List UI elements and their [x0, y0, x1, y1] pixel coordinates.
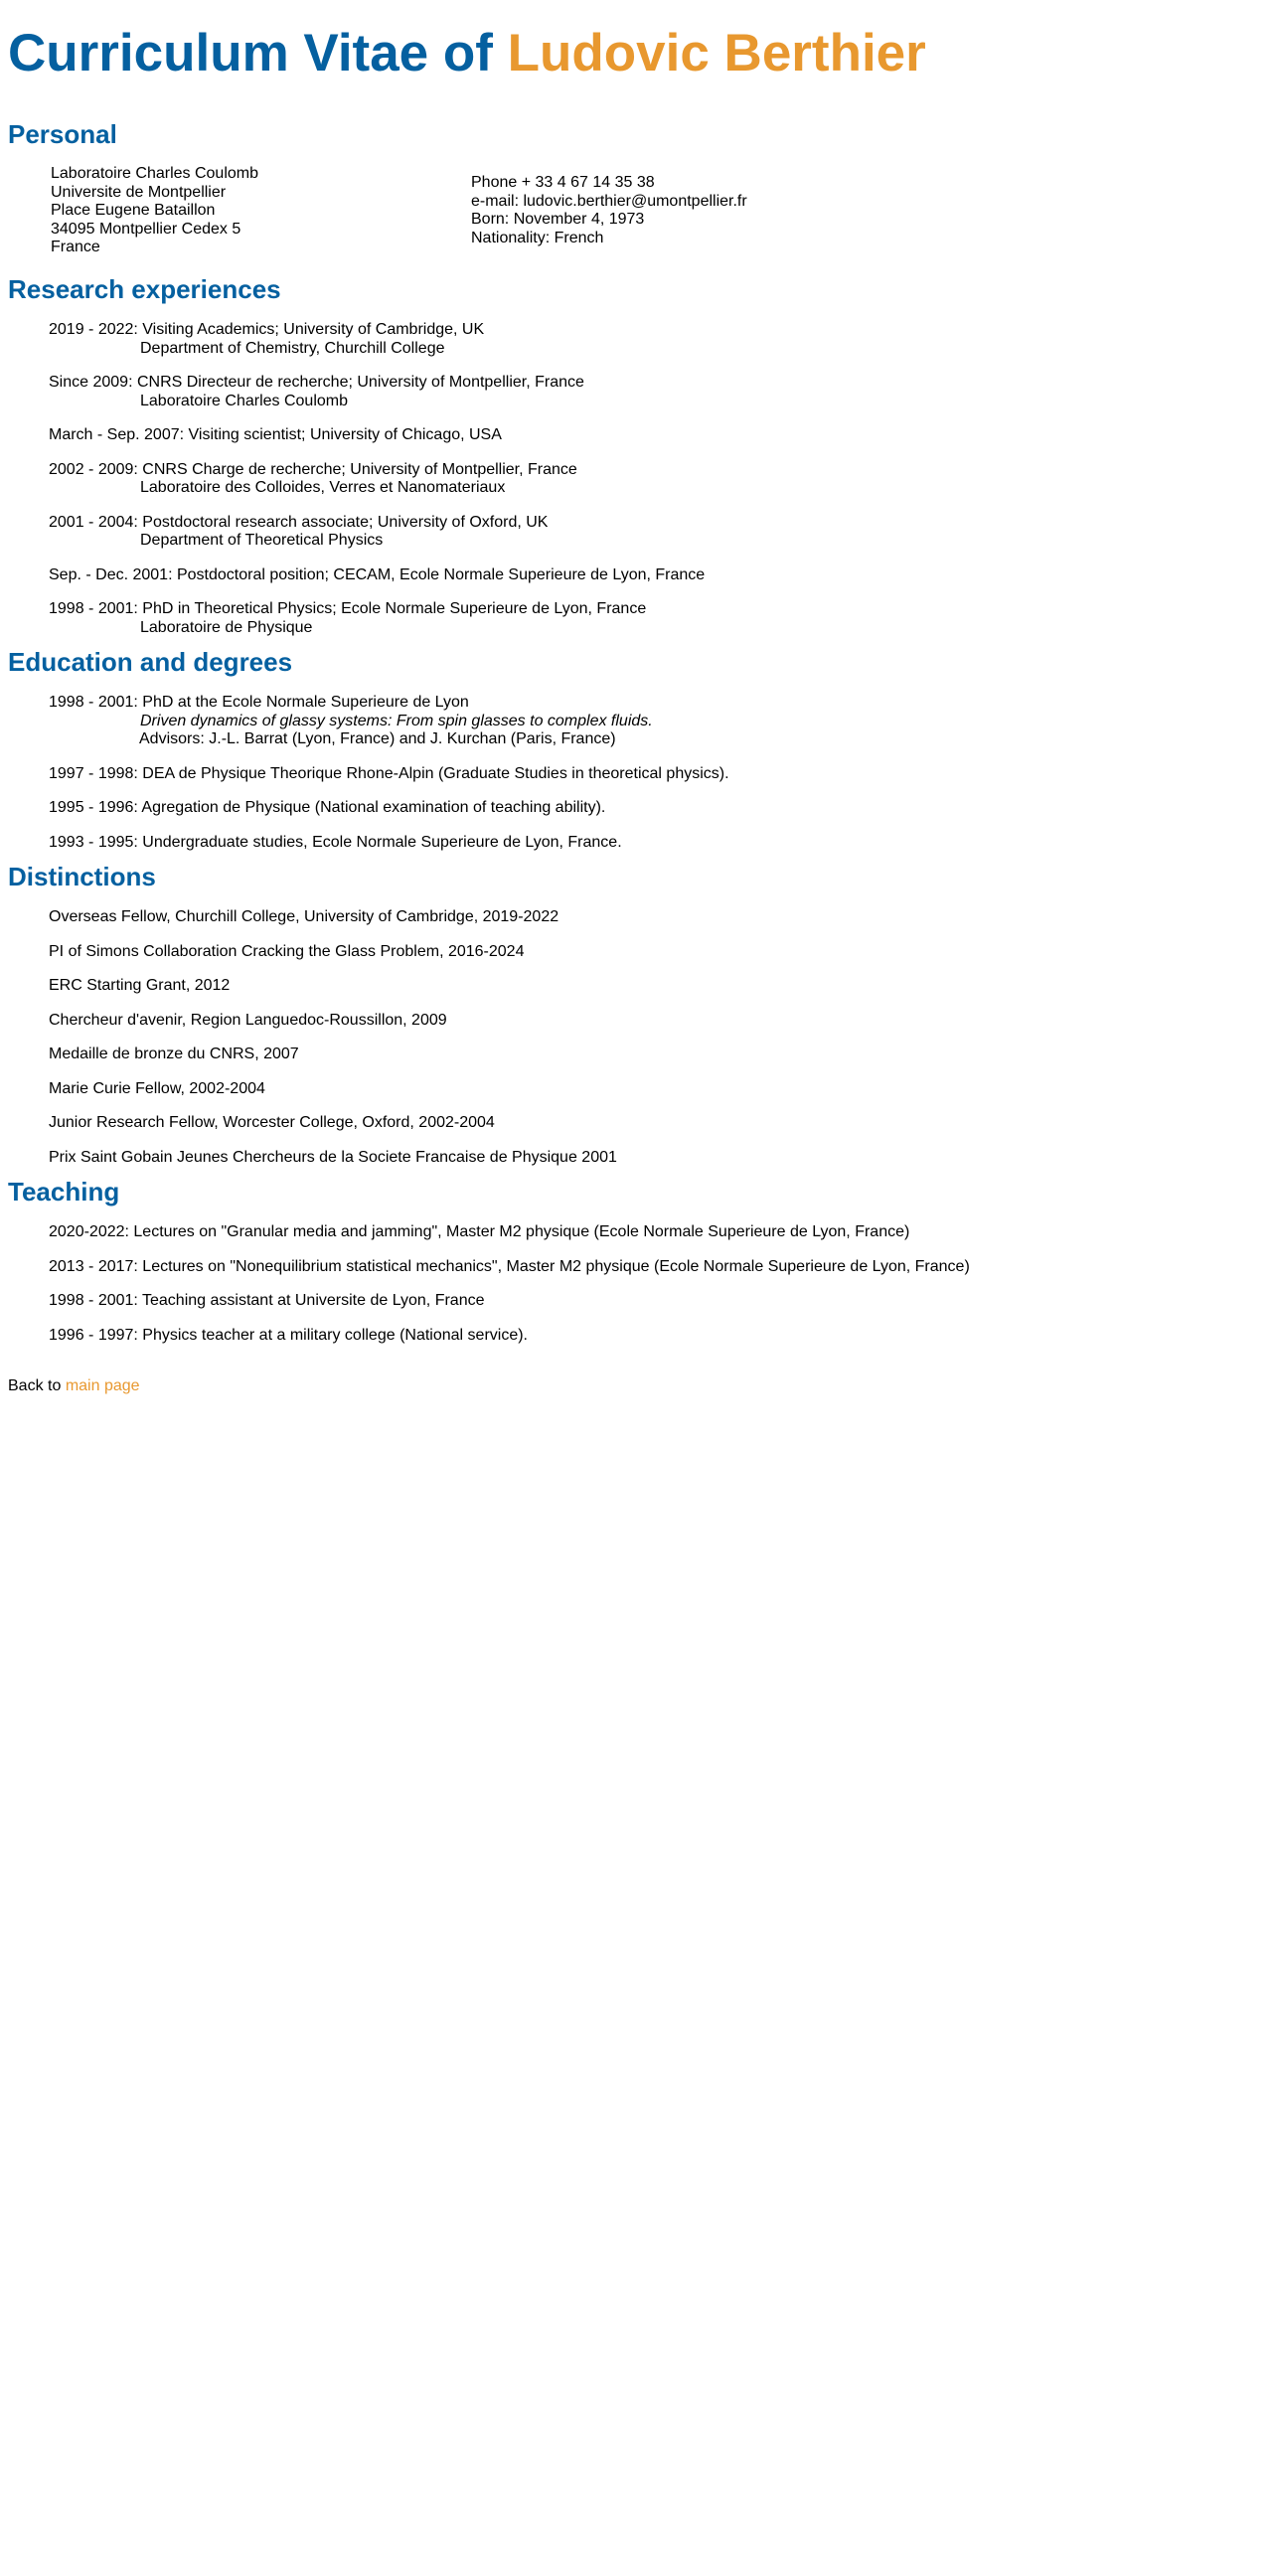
- address-line: Laboratoire Charles Coulomb: [51, 165, 258, 182]
- entry-title: Prix Saint Gobain Jeunes Chercheurs de la Societe Francaise de Physique 2001: [49, 1148, 617, 1166]
- teaching-list: [49, 1223, 1268, 1345]
- section-heading-personal: Personal: [8, 119, 117, 149]
- distinction-entry: [49, 1046, 1268, 1064]
- nationality: Nationality: French: [471, 229, 604, 246]
- entry-title: PI of Simons Collaboration Cracking the Glass Problem, 2016-2024: [49, 942, 525, 960]
- back-link-line: [8, 1377, 1268, 1396]
- cv-page: [0, 24, 1276, 1396]
- email: e-mail: ludovic.berthier@umontpellier.fr: [471, 192, 747, 210]
- entry-title: 1996 - 1997: Physics teacher at a military college (National service).: [49, 1326, 528, 1344]
- entry-title: Junior Research Fellow, Worcester College, Oxford, 2002-2004: [49, 1114, 495, 1131]
- entry-title: 2019 - 2022: Visiting Academics; University of Cambridge, UK: [49, 321, 485, 338]
- entry-title: Chercheur d'avenir, Region Languedoc-Roussillon, 2009: [49, 1011, 447, 1029]
- research-entry: [49, 514, 1268, 551]
- entry-title: Marie Curie Fellow, 2002-2004: [49, 1079, 265, 1097]
- entry-title: 1998 - 2001: Teaching assistant at Universite de Lyon, France: [49, 1292, 485, 1309]
- address-line: Universite de Montpellier: [51, 183, 227, 201]
- entry-title: 1998 - 2001: PhD at the Ecole Normale Superieure de Lyon: [49, 694, 469, 711]
- section-heading-research: Research experiences: [8, 274, 281, 304]
- education-entry: [49, 834, 1268, 853]
- research-entry: [49, 566, 1268, 585]
- education-entry: [49, 799, 1268, 818]
- entry-title: Medaille de bronze du CNRS, 2007: [49, 1046, 299, 1062]
- distinction-entry: [49, 1012, 1268, 1031]
- research-entry: [49, 374, 1268, 410]
- address-line: Place Eugene Bataillon: [51, 202, 216, 219]
- entry-title: 1998 - 2001: PhD in Theoretical Physics; Ecole Normale Superieure de Lyon, France: [49, 600, 647, 617]
- distinction-entry: [49, 1114, 1268, 1133]
- entry-title: March - Sep. 2007: Visiting scientist; University of Chicago, USA: [49, 426, 502, 443]
- entry-title: Overseas Fellow, Churchill College, University of Cambridge, 2019-2022: [49, 908, 559, 925]
- entry-title: 1995 - 1996: Agregation de Physique (National examination of teaching ability).: [49, 799, 606, 816]
- distinctions-list: [49, 908, 1268, 1167]
- distinction-entry: [49, 943, 1268, 962]
- entry-detail: Laboratoire Charles Coulomb: [140, 392, 348, 409]
- entry-title: 2001 - 2004: Postdoctoral research associate; University of Oxford, UK: [49, 513, 549, 531]
- research-list: [49, 321, 1268, 637]
- distinction-entry: [49, 1080, 1268, 1099]
- research-entry: [49, 321, 1268, 358]
- entry-title: 2013 - 2017: Lectures on "Nonequilibrium statistical mechanics", Master M2 physique (Ecole Normale Superieure de Lyon, France): [49, 1257, 970, 1275]
- title-prefix: Curriculum Vitae of: [8, 24, 493, 82]
- entry-title: 2020-2022: Lectures on "Granular media and jamming", Master M2 physique (Ecole Normale Superieure de Lyon, France): [49, 1223, 910, 1240]
- entry-title: 1993 - 1995: Undergraduate studies, Ecole Normale Superieure de Lyon, France.: [49, 833, 622, 851]
- section-heading-distinctions: Distinctions: [8, 862, 156, 891]
- distinction-entry: [49, 1149, 1268, 1168]
- education-list: [49, 694, 1268, 852]
- phone: Phone + 33 4 67 14 35 38: [471, 174, 655, 191]
- research-entry: [49, 426, 1268, 445]
- birth-date: Born: November 4, 1973: [471, 211, 645, 228]
- teaching-entry: [49, 1223, 1268, 1242]
- research-entry: [49, 461, 1268, 498]
- address-line: France: [51, 239, 100, 255]
- entry-detail: Department of Theoretical Physics: [140, 532, 384, 549]
- page-title: [8, 24, 1268, 83]
- teaching-entry: [49, 1292, 1268, 1311]
- postal-address: [51, 165, 258, 257]
- title-name: Ludovic Berthier: [507, 24, 926, 82]
- section-heading-teaching: Teaching: [8, 1177, 120, 1207]
- personal-info: [8, 165, 1268, 264]
- contact-details: [471, 174, 747, 247]
- entry-title: Since 2009: CNRS Directeur de recherche; University of Montpellier, France: [49, 374, 584, 391]
- teaching-entry: [49, 1327, 1268, 1346]
- thesis-advisors: Advisors: J.-L. Barrat (Lyon, France) and J. Kurchan (Paris, France): [139, 730, 616, 747]
- entry-title: 2002 - 2009: CNRS Charge de recherche; University of Montpellier, France: [49, 460, 577, 478]
- education-entry: [49, 765, 1268, 784]
- section-heading-education: Education and degrees: [8, 647, 293, 677]
- entry-title: ERC Starting Grant, 2012: [49, 977, 231, 994]
- research-entry: [49, 600, 1268, 637]
- entry-detail: Laboratoire de Physique: [140, 618, 313, 636]
- education-entry: [49, 694, 1268, 749]
- distinction-entry: [49, 908, 1268, 927]
- teaching-entry: [49, 1258, 1268, 1277]
- entry-detail: Department of Chemistry, Churchill College: [140, 339, 445, 357]
- main-page-link[interactable]: main page: [65, 1377, 140, 1394]
- thesis-title: Driven dynamics of glassy systems: From spin glasses to complex fluids.: [140, 712, 653, 729]
- entry-detail: Laboratoire des Colloides, Verres et Nanomateriaux: [140, 479, 506, 496]
- address-line: 34095 Montpellier Cedex 5: [51, 220, 241, 238]
- back-prefix: Back to: [8, 1377, 62, 1394]
- entry-title: Sep. - Dec. 2001: Postdoctoral position; CECAM, Ecole Normale Superieure de Lyon, France: [49, 565, 706, 583]
- distinction-entry: [49, 977, 1268, 996]
- entry-title: 1997 - 1998: DEA de Physique Theorique Rhone-Alpin (Graduate Studies in theoretical physics).: [49, 764, 729, 782]
